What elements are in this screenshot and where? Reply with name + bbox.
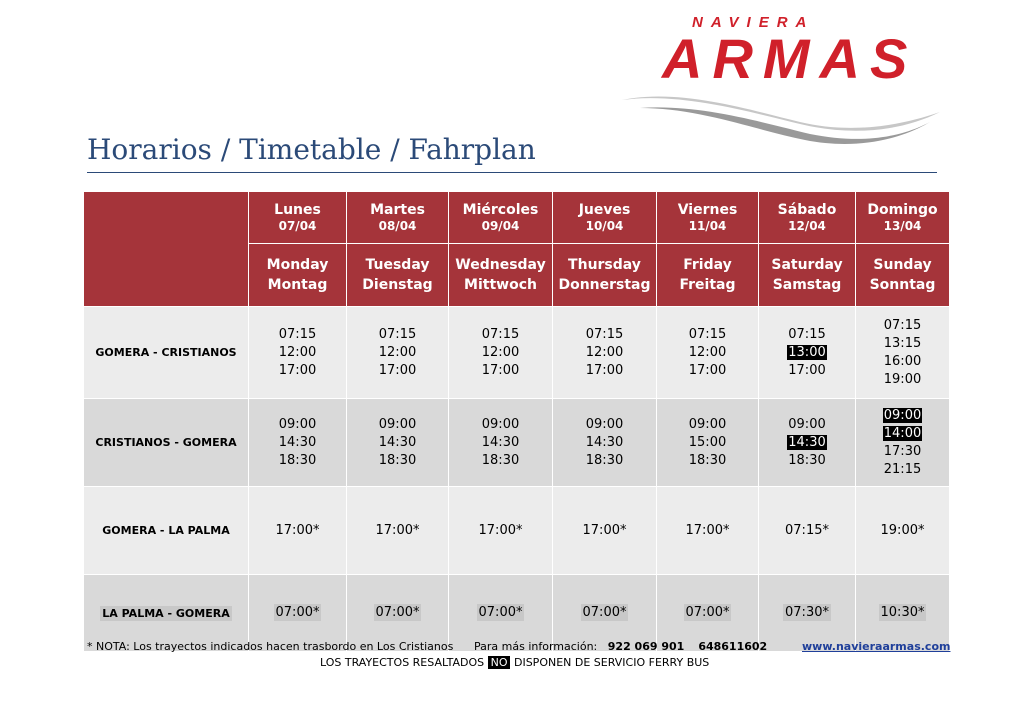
day-header-es [553, 192, 657, 244]
departure-time [553, 362, 656, 380]
departure-time [553, 416, 656, 434]
departure-time [347, 326, 448, 344]
day-name-de: Dienstag [362, 277, 433, 293]
time-value: 14:30 [481, 434, 520, 450]
ferry-note-no: NO [488, 656, 511, 669]
time-value: 12:00 [278, 344, 317, 360]
departure-time [856, 443, 949, 461]
departure-time [449, 604, 552, 622]
time-value: 12:00 [688, 344, 727, 360]
departure-time [449, 326, 552, 344]
time-value: 09:00 [585, 416, 624, 432]
time-value: 07:15 [378, 326, 417, 342]
departure-time [249, 362, 346, 380]
time-value: 15:00 [688, 434, 727, 450]
day-header-es [449, 192, 553, 244]
departure-time [449, 344, 552, 362]
time-value: 19:00 [883, 371, 922, 387]
departure-time [249, 344, 346, 362]
departure-time [856, 461, 949, 479]
route-row [84, 307, 950, 399]
departure-time [759, 416, 855, 434]
departure-time [657, 522, 758, 540]
day-name-en: Friday [683, 257, 732, 273]
day-date: 12/04 [788, 218, 826, 233]
departure-time [759, 522, 855, 540]
schedule-cell [657, 399, 759, 487]
day-name-de: Montag [267, 277, 328, 293]
departure-time [449, 416, 552, 434]
departure-time [249, 416, 346, 434]
time-value: 12:00 [585, 344, 624, 360]
day-date: 08/04 [378, 218, 417, 233]
timetable [83, 191, 950, 652]
schedule-cell [553, 307, 657, 399]
time-value: 07:15 [688, 326, 727, 342]
time-value: 07:30* [785, 605, 829, 620]
schedule-cell [449, 399, 553, 487]
schedule-cell [249, 307, 347, 399]
time-value: 13:15 [883, 335, 922, 351]
departure-time [449, 362, 552, 380]
ferry-note-pre: LOS TRAYECTOS RESALTADOS [320, 656, 485, 669]
day-name-de: Samstag [772, 277, 842, 293]
day-name-es: Lunes [274, 201, 321, 218]
schedule-cell [759, 399, 856, 487]
day-header-es [856, 192, 950, 244]
schedule-cell [347, 399, 449, 487]
departure-time [759, 434, 855, 452]
departure-time [347, 452, 448, 470]
time-value: 09:00 [883, 407, 922, 423]
time-value: 07:15 [278, 326, 317, 342]
route-label: GOMERA - LA PALMA [102, 524, 230, 537]
time-value: 07:00* [275, 605, 320, 620]
departure-time [553, 522, 656, 540]
logo-armas-text: ARMAS [662, 27, 918, 90]
departure-time [657, 434, 758, 452]
schedule-cell [856, 307, 950, 399]
departure-time [657, 362, 758, 380]
footer-note: * NOTA: Los trayectos indicados hacen trasbordo en Los Cristianos [87, 640, 454, 653]
departure-time [249, 434, 346, 452]
departure-time [657, 416, 758, 434]
day-header-es [657, 192, 759, 244]
departure-time [249, 522, 346, 540]
time-value: 09:00 [378, 416, 417, 432]
departure-time [553, 326, 656, 344]
departure-time [449, 434, 552, 452]
route-row [84, 487, 950, 575]
naviera-armas-logo [600, 12, 960, 147]
departure-time [856, 425, 949, 443]
logo-swoosh-icon [600, 82, 940, 157]
route-label: CRISTIANOS - GOMERA [95, 436, 237, 449]
day-header-es [759, 192, 856, 244]
time-value: 07:00* [375, 605, 420, 620]
departure-time [553, 604, 656, 622]
day-header-en-de [249, 244, 347, 307]
phone-2[interactable]: 648611602 [698, 640, 768, 653]
ferry-bus-note [320, 656, 709, 669]
departure-time [347, 416, 448, 434]
time-value: 17:00* [375, 522, 420, 538]
ferry-note-post: DISPONEN DE SERVICIO FERRY BUS [513, 656, 710, 669]
day-header-es [249, 192, 347, 244]
time-value: 14:30 [378, 434, 417, 450]
day-date: 13/04 [883, 218, 922, 233]
departure-time [759, 344, 855, 362]
time-value: 19:00* [880, 522, 925, 538]
day-name-de: Mittwoch [464, 277, 537, 293]
schedule-cell [249, 399, 347, 487]
header-row-es [84, 192, 950, 244]
schedule-cell [449, 307, 553, 399]
departure-time [249, 326, 346, 344]
schedule-cell [553, 399, 657, 487]
schedule-cell [856, 487, 950, 575]
day-name-de: Sonntag [869, 277, 936, 293]
time-value: 14:30 [585, 434, 624, 450]
route-label: LA PALMA - GOMERA [102, 606, 230, 620]
time-value: 18:30 [688, 452, 727, 468]
logo-naviera-text: NAVIERA [692, 14, 815, 31]
departure-time [347, 604, 448, 622]
time-value: 07:15* [785, 522, 829, 538]
route-label: GOMERA - CRISTIANOS [95, 346, 237, 359]
day-name-en: Saturday [771, 257, 843, 273]
time-value: 17:00* [582, 522, 627, 538]
time-value: 10:30* [880, 605, 925, 620]
time-value: 14:30 [788, 434, 826, 450]
departure-time [347, 344, 448, 362]
page-title: Horarios / Timetable / Fahrplan [87, 133, 536, 166]
time-value: 18:30 [788, 452, 826, 468]
departure-time [347, 362, 448, 380]
time-value: 07:15 [585, 326, 624, 342]
day-name-es: Martes [370, 201, 425, 218]
title-divider [87, 172, 937, 173]
departure-time [759, 452, 855, 470]
departure-time [856, 407, 949, 425]
day-name-es: Miércoles [462, 201, 539, 218]
day-header-en-de [347, 244, 449, 307]
route-name [84, 487, 249, 575]
departure-time [856, 317, 949, 335]
day-name-de: Freitag [679, 277, 736, 293]
day-name-es: Domingo [867, 201, 938, 218]
time-value: 17:00 [481, 362, 520, 378]
departure-time [249, 452, 346, 470]
departure-time [856, 353, 949, 371]
departure-time [856, 604, 949, 622]
day-header-en-de [657, 244, 759, 307]
departure-time [759, 326, 855, 344]
day-header-es [347, 192, 449, 244]
footer-info [474, 640, 767, 653]
departure-time [449, 452, 552, 470]
day-name-es: Jueves [578, 201, 631, 218]
time-value: 14:00 [883, 425, 922, 441]
day-header-en-de [449, 244, 553, 307]
schedule-cell [347, 307, 449, 399]
time-value: 17:00* [275, 522, 320, 538]
day-name-en: Monday [266, 257, 329, 273]
departure-time [553, 344, 656, 362]
time-value: 07:00* [582, 605, 627, 620]
schedule-cell [657, 307, 759, 399]
departure-time [657, 344, 758, 362]
time-value: 18:30 [585, 452, 624, 468]
day-name-en: Tuesday [365, 257, 430, 273]
schedule-cell [856, 399, 950, 487]
time-value: 09:00 [788, 416, 826, 432]
time-value: 07:15 [481, 326, 520, 342]
schedule-cell [553, 487, 657, 575]
time-value: 16:00 [883, 353, 922, 369]
route-name [84, 399, 249, 487]
day-name-de: Donnerstag [558, 277, 651, 293]
route-row [84, 399, 950, 487]
departure-time [553, 452, 656, 470]
day-date: 10/04 [585, 218, 624, 233]
info-label: Para más información: [474, 640, 598, 653]
day-date: 09/04 [481, 218, 520, 233]
time-value: 17:00 [688, 362, 727, 378]
departure-time [657, 326, 758, 344]
time-value: 17:00 [788, 362, 826, 378]
schedule-cell [759, 487, 856, 575]
departure-time [856, 522, 949, 540]
time-value: 09:00 [481, 416, 520, 432]
schedule-cell [657, 487, 759, 575]
time-value: 21:15 [883, 461, 922, 477]
time-value: 12:00 [378, 344, 417, 360]
day-date: 07/04 [278, 218, 317, 233]
day-name-en: Thursday [568, 257, 641, 273]
time-value: 17:00 [278, 362, 317, 378]
time-value: 14:30 [278, 434, 317, 450]
day-name-es: Viernes [677, 201, 738, 218]
header-corner [84, 192, 249, 307]
departure-time [856, 371, 949, 389]
departure-time [553, 434, 656, 452]
departure-time [759, 604, 855, 622]
time-value: 13:00 [788, 344, 826, 360]
time-value: 17:00 [378, 362, 417, 378]
departure-time [759, 362, 855, 380]
time-value: 12:00 [481, 344, 520, 360]
time-value: 07:15 [883, 317, 922, 333]
departure-time [347, 522, 448, 540]
day-name-en: Wednesday [455, 257, 546, 273]
phone-1[interactable]: 922 069 901 [607, 640, 685, 653]
day-header-en-de [759, 244, 856, 307]
time-value: 18:30 [378, 452, 417, 468]
time-value: 17:00 [585, 362, 624, 378]
departure-time [657, 452, 758, 470]
time-value: 17:30 [883, 443, 922, 459]
day-date: 11/04 [688, 218, 727, 233]
day-name-es: Sábado [777, 201, 837, 218]
schedule-cell [347, 487, 449, 575]
time-value: 09:00 [688, 416, 727, 432]
day-header-en-de [856, 244, 950, 307]
time-value: 07:00* [478, 605, 523, 620]
time-value: 18:30 [278, 452, 317, 468]
time-value: 07:15 [788, 326, 826, 342]
schedule-cell [449, 487, 553, 575]
departure-time [449, 522, 552, 540]
departure-time [249, 604, 346, 622]
day-name-en: Sunday [873, 257, 932, 273]
schedule-cell [759, 307, 856, 399]
time-value: 07:00* [685, 605, 730, 620]
time-value: 17:00* [478, 522, 523, 538]
route-name [84, 307, 249, 399]
website-link[interactable]: www.navieraarmas.com [802, 640, 951, 653]
time-value: 09:00 [278, 416, 317, 432]
departure-time [856, 335, 949, 353]
schedule-cell [249, 487, 347, 575]
time-value: 18:30 [481, 452, 520, 468]
day-header-en-de [553, 244, 657, 307]
time-value: 17:00* [685, 522, 730, 538]
departure-time [657, 604, 758, 622]
departure-time [347, 434, 448, 452]
